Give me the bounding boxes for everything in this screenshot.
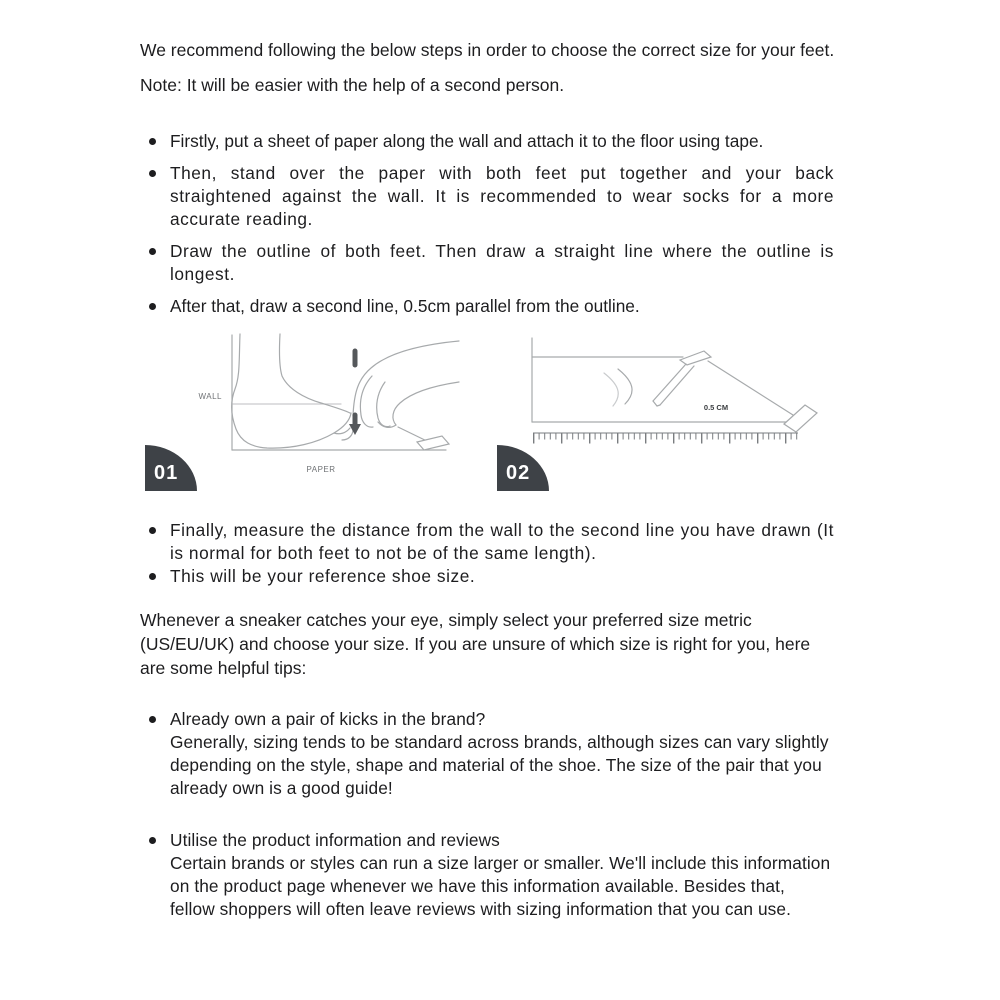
hand-outline-top: [353, 341, 459, 416]
figure-01-badge-number: 01: [154, 462, 179, 484]
wall-label: WALL: [198, 392, 222, 401]
tip-2-body: Certain brands or styles can run a size larger or smaller. We'll include this information on the product page whenever we have this information available. Besides that, fellow shoppers will often leave reviews with sizing information that you can use.: [170, 853, 831, 919]
step-item-4: After that, draw a second line, 0.5cm parallel from the outline.: [140, 295, 834, 318]
tip-item-1: [140, 708, 834, 800]
finger-curl-2: [377, 382, 390, 427]
tip-item-2: [140, 829, 834, 921]
tip-2-title: Utilise the product information and reviews: [170, 830, 500, 850]
paper-label: PAPER: [306, 465, 336, 474]
foot-outline-front: [279, 334, 350, 413]
step-item-2: Then, stand over the paper with both feet put together and your back straightened against the wall. It is recommended to wear socks for a more accurate reading.: [140, 162, 834, 231]
drawn-outline-arc-1: [618, 369, 632, 404]
pencil-tip-join: [653, 401, 660, 406]
post-step-item-2: This will be your reference shoe size.: [140, 565, 834, 588]
post-measurement-list: [140, 519, 834, 588]
drawn-outline-arc-2: [604, 373, 618, 406]
figure-02-badge-number: 02: [506, 462, 531, 484]
pencil-eraser: [680, 351, 711, 365]
step-item-1: Firstly, put a sheet of paper along the wall and attach it to the floor using tape.: [140, 130, 834, 153]
figures-row: [0, 332, 1000, 492]
hand-outline-bottom: [393, 382, 459, 425]
note-paragraph: Note: It will be easier with the help of a second person.: [140, 75, 565, 95]
measurement-steps-list: [140, 130, 834, 318]
step-item-3: Draw the outline of both feet. Then draw a straight line where the outline is longest.: [140, 240, 834, 286]
pencil-body-line-2: [660, 366, 694, 405]
finger-curl-1: [360, 376, 373, 427]
tape-piece: [784, 405, 817, 432]
foot-outline-back: [232, 334, 351, 448]
tip-1-title: Already own a pair of kicks in the brand?: [170, 709, 486, 729]
offset-measure-label: 0.5 CM: [703, 403, 729, 412]
pencil-body-line-1: [653, 364, 686, 401]
figure-01-foot-tracing-diagram: [145, 332, 460, 492]
tip-1-body: Generally, sizing tends to be standard across brands, although sizes can vary slightly depending on the style, shape and material of the shoe. The size of the pair that you already own is a good guide!: [170, 732, 829, 798]
figure-02-ruler-measure-diagram: [497, 332, 857, 492]
post-step-item-1: Finally, measure the distance from the wall to the second line you have drawn (It is normal for both feet to not be of the same length).: [140, 519, 834, 565]
sizing-tips-list: [140, 708, 834, 921]
tips-intro-paragraph: Whenever a sneaker catches your eye, simply select your preferred size metric (US/EU/UK) and choose your size. If you are unsure of which size is right for you, here are some helpful tips:: [140, 610, 811, 678]
pencil-arrowhead-icon: [349, 424, 361, 435]
intro-paragraph: We recommend following the below steps in order to choose the correct size for your feet.: [140, 40, 835, 60]
